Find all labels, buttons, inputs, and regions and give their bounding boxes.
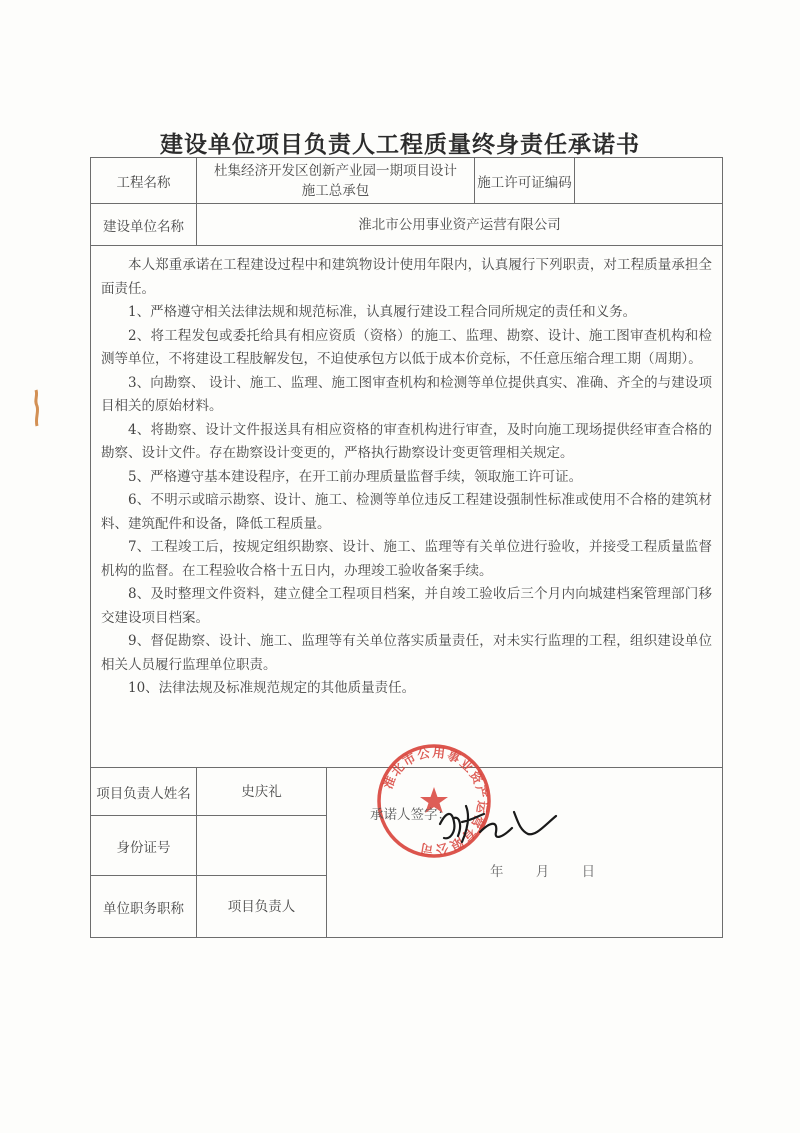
document-title: 建设单位项目负责人工程质量终身责任承诺书 [160, 131, 640, 158]
pledge-item: 1、严格遵守相关法律法规和规范标准，认真履行建设工程合同所规定的责任和义务。 [128, 304, 637, 320]
permit-code-value [575, 158, 723, 204]
signer-signature-label: 承诺人签字： [370, 807, 451, 823]
edge-stain [32, 388, 40, 428]
date-month: 月 [535, 864, 550, 880]
pledge-intro: 本人郑重承诺在工程建设过程中和建筑物设计使用年限内，认真履行下列职责，对工程质量承担全面责任。 [101, 257, 712, 297]
pledge-item: 6、不明示或暗示勘察、设计、施工、检测等单位违反工程建设强制性标准或使用不合格的建筑材料、建筑配件和设备，降低工程质量。 [101, 492, 712, 532]
project-name-line1: 杜集经济开发区创新产业园一期项目设计 [214, 162, 457, 179]
date-day: 日 [581, 864, 596, 880]
signer-name-label: 项目负责人姓名 [91, 768, 197, 816]
pledge-body [91, 246, 723, 768]
project-name-label: 工程名称 [91, 158, 197, 204]
signer-id-label: 身份证号 [91, 816, 197, 876]
pledge-item: 5、严格遵守基本建设程序，在开工前办理质量监督手续，领取施工许可证。 [128, 468, 583, 485]
seal-text: 淮北市公用事业资产运营有限公司 [379, 744, 491, 858]
unit-name-label: 建设单位名称 [91, 204, 197, 246]
signer-title-label: 单位职务职称 [91, 876, 197, 938]
project-name-line2: 施工总承包 [301, 182, 370, 199]
sign-date [490, 860, 623, 880]
signer-id-value [197, 816, 327, 876]
pledge-row [91, 246, 723, 768]
unit-row [91, 204, 723, 246]
signer-title-value: 项目负责人 [197, 876, 327, 938]
pledge-item: 3、向勘察、 设计、施工、监理、施工图审查机构和检测等单位提供真实、准确、齐全的与建设项目相关的原始材料。 [101, 374, 712, 414]
signer-name-value: 史庆礼 [197, 768, 327, 816]
permit-code-label: 施工许可证编码 [475, 158, 575, 204]
pledge-item: 9、督促勘察、设计、施工、监理等有关单位落实质量责任，对未实行监理的工程，组织建设单位相关人员履行监理单位职责。 [101, 633, 712, 673]
handwritten-signature [432, 792, 562, 852]
pledge-item: 7、工程竣工后，按规定组织勘察、设计、施工、监理等有关单位进行验收，并接受工程质量监督机构的监督。在工程验收合格十五日内，办理竣工验收备案手续。 [101, 539, 712, 579]
pledge-item: 10、法律法规及标准规范规定的其他质量责任。 [128, 680, 416, 696]
pledge-item: 2、将工程发包或委托给具有相应资质（资格）的施工、监理、勘察、设计、施工图审查机构和检测等单位，不将建设工程肢解发包，不迫使承包方以低于成本价竞标，不任意压缩合理工期（周期）。 [101, 327, 712, 367]
pledge-item: 4、将勘察、设计文件报送具有相应资格的审查机构进行审查，及时向施工现场提供经审查合格的勘察、设计文件。存在勘察设计变更的，严格执行勘察设计变更管理相关规定。 [101, 421, 712, 461]
unit-name-value: 淮北市公用事业资产运营有限公司 [197, 204, 723, 246]
project-name-row [91, 158, 723, 204]
pledge-item: 8、及时整理文件资料，建立健全工程项目档案，并自竣工验收后三个月内向城建档案管理部门移交建设项目档案。 [101, 586, 712, 626]
date-year: 年 [490, 864, 504, 880]
project-name-value [197, 158, 475, 204]
